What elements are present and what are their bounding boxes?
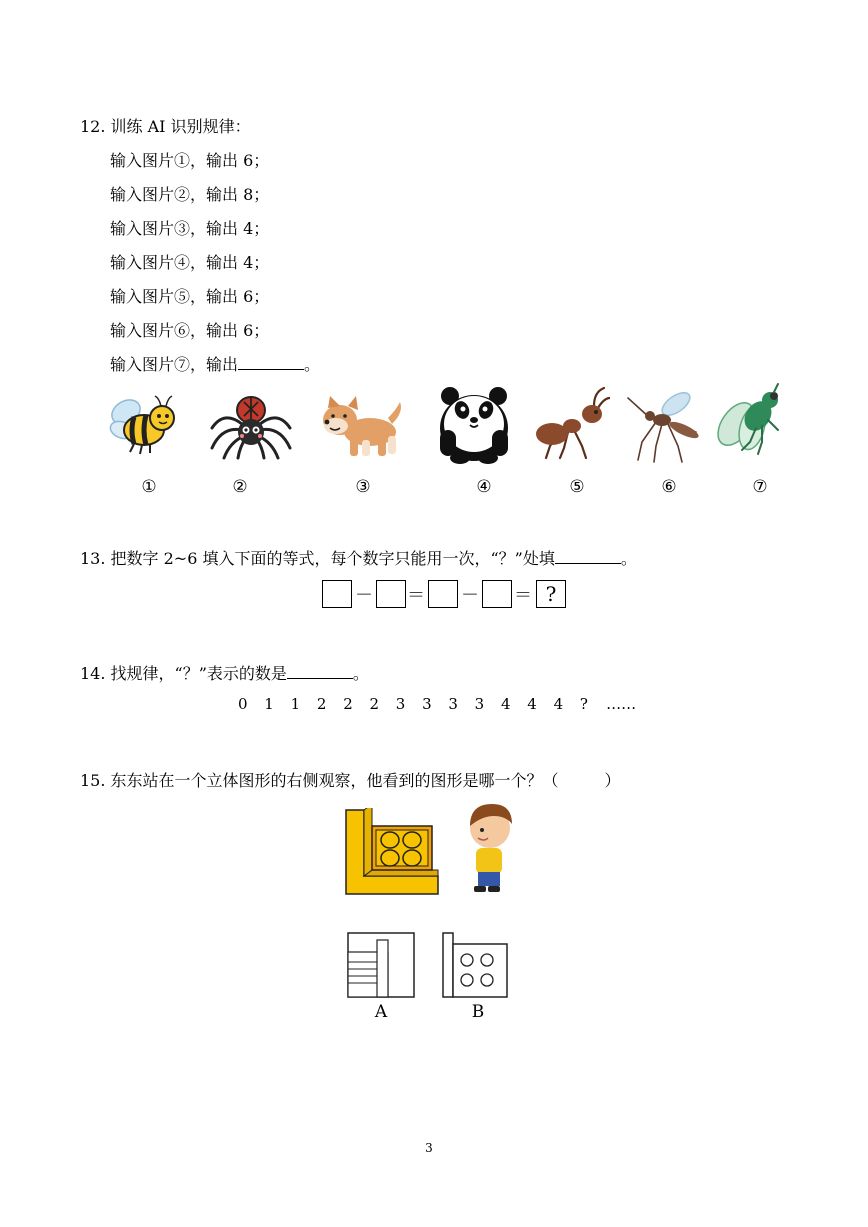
q12-line-7-suffix: 。 <box>304 355 321 374</box>
q13-text: 13. 把数字 2~6 填入下面的等式，每个数字只能用一次，“？”处填 <box>80 549 555 568</box>
equation-box-1[interactable] <box>322 580 352 608</box>
sequence-item: 1 <box>264 695 274 713</box>
q12-line-4: 输入图片④，输出 4； <box>110 253 270 272</box>
q15-close: ） <box>604 771 621 790</box>
sequence-item: 2 <box>316 695 327 713</box>
equation-box-2[interactable] <box>376 580 406 608</box>
option-b-label: B <box>471 1002 485 1022</box>
option-a-label: A <box>374 1002 388 1022</box>
q13-suffix: 。 <box>620 549 637 568</box>
q14-text: 14. 找规律，“？”表示的数是 <box>80 664 287 683</box>
ant-icon <box>532 384 610 464</box>
question-box: ? <box>536 580 566 608</box>
sequence-item: 2 <box>369 695 380 713</box>
equals-sign: ＝ <box>407 585 425 606</box>
picture-label-1: ① <box>141 477 157 497</box>
panda-icon <box>436 384 512 464</box>
mosquito-icon <box>626 388 706 464</box>
sequence-item: 2 <box>343 695 353 713</box>
q13-title <box>80 546 637 569</box>
picture-label-5: ⑤ <box>569 477 585 497</box>
q12-line-1: 输入图片①，输出 6； <box>110 151 270 170</box>
q14-answer-blank[interactable] <box>287 664 353 679</box>
equation-box-4[interactable] <box>482 580 512 608</box>
sequence-item: 0 <box>238 695 248 713</box>
q15-title <box>80 768 621 791</box>
picture-label-7: ⑦ <box>752 477 768 497</box>
q12-line-3: 输入图片③，输出 4； <box>110 219 270 238</box>
q12-answer-blank[interactable] <box>238 355 304 370</box>
sequence-ellipsis: …… <box>606 695 637 713</box>
picture-label-6: ⑥ <box>661 477 677 497</box>
q12-line-2: 输入图片②，输出 8； <box>110 185 270 204</box>
sequence-item: 3 <box>448 695 458 713</box>
sequence-item: 3 <box>395 695 406 713</box>
q12-line-7-prefix: 输入图片⑦，输出 <box>110 355 239 374</box>
page-number: 3 <box>425 1141 433 1155</box>
equation-box-3[interactable] <box>428 580 458 608</box>
picture-label-2: ② <box>232 477 248 497</box>
q15-text: 15. 东东站在一个立体图形的右侧观察，他看到的图形是哪一个？（ <box>80 771 559 790</box>
sequence-item: 4 <box>553 695 564 713</box>
q14-title <box>80 661 369 684</box>
q12-line-5: 输入图片⑤，输出 6； <box>110 287 270 306</box>
option-b-figure[interactable] <box>442 932 510 1002</box>
sequence-question: ? <box>579 695 588 713</box>
sequence-item: 3 <box>422 695 432 713</box>
picture-label-4: ④ <box>476 477 492 497</box>
sequence-item: 4 <box>527 695 537 713</box>
q13-answer-blank[interactable] <box>555 549 621 564</box>
minus-sign: － <box>461 585 479 606</box>
q12-title: 12. 训练 AI 识别规律： <box>80 117 251 136</box>
minus-sign: － <box>355 585 373 606</box>
number-sequence <box>238 694 646 713</box>
q12-line-7 <box>110 352 320 375</box>
boy-icon <box>460 802 520 900</box>
spider-icon <box>206 392 296 462</box>
solid-figure-illustration <box>342 808 442 902</box>
sequence-item: 4 <box>500 695 511 713</box>
option-a-figure[interactable] <box>347 932 415 1002</box>
sequence-item: 1 <box>290 695 301 713</box>
equals-sign: ＝ <box>514 585 532 606</box>
picture-label-3: ③ <box>355 477 371 497</box>
fly-icon <box>712 382 784 464</box>
bee-icon <box>104 392 180 458</box>
q12-line-6: 输入图片⑥，输出 6； <box>110 321 270 340</box>
sequence-item: 3 <box>474 695 485 713</box>
dog-icon <box>318 394 408 462</box>
q14-suffix: 。 <box>352 664 369 683</box>
